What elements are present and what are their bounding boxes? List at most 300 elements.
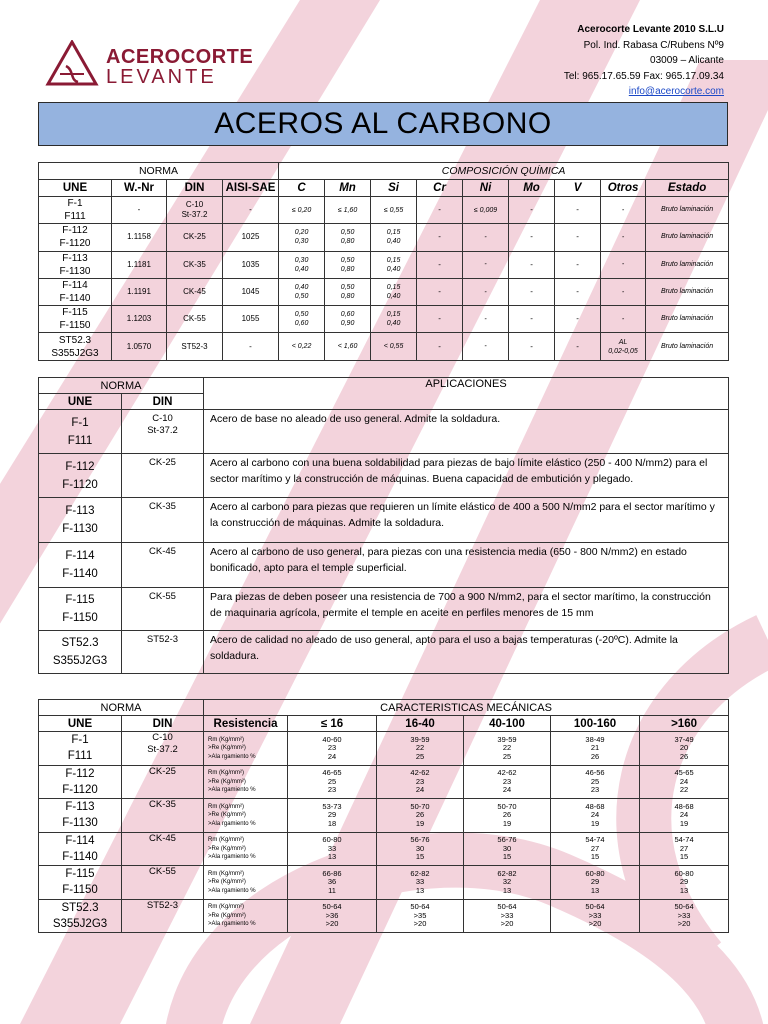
une-line1: F-113: [62, 252, 88, 264]
application-text: Acero de base no aleado de uso general. Admite la soldadura.: [204, 410, 729, 454]
property-value: 38-49: [585, 734, 605, 744]
column-header: 40-100: [464, 716, 551, 732]
ni-cell: ≤ 0,009: [463, 197, 509, 224]
une-line2: F-1130: [62, 817, 98, 830]
property-value: 24: [502, 785, 512, 794]
property-value: 50-64: [674, 902, 694, 911]
property-value: 60-80: [322, 835, 342, 844]
property-value: 37-49: [674, 734, 694, 744]
property-value: 26: [679, 751, 689, 761]
estado-cell: Bruto laminación: [646, 197, 729, 224]
une-cell: [39, 498, 122, 543]
aisi-cell: 1025: [223, 224, 279, 251]
column-header: W.-Nr: [112, 180, 167, 197]
mn-line1: 0,60: [340, 311, 355, 319]
table-row: [39, 251, 729, 278]
din-line1: CK-25: [149, 457, 176, 468]
property-value: >20: [413, 919, 427, 928]
mn-line1: 0,50: [340, 284, 355, 292]
property-label: >Ala rgamiento %: [208, 854, 256, 860]
property-value: 13: [590, 885, 600, 895]
property-value: 25: [415, 751, 425, 761]
property-label: >Re (Kg/mm²): [208, 845, 246, 852]
mo-cell: -: [509, 306, 555, 333]
ni-cell: -: [463, 251, 509, 278]
otros-cell: [601, 251, 646, 278]
aisi-cell: 1055: [223, 306, 279, 333]
property-value: 22: [679, 785, 689, 794]
si-cell: [371, 333, 417, 360]
property-value: 26: [590, 751, 600, 761]
une-line1: F-115: [65, 868, 95, 881]
si-line2: 0,40: [386, 238, 401, 246]
une-line2: F-1140: [59, 293, 91, 305]
din-line1: C-10: [152, 732, 173, 743]
din-line2: St-37.2: [147, 744, 178, 755]
table-row: [39, 588, 729, 631]
une-line2: F111: [64, 211, 86, 223]
c-line2: 0,30: [294, 238, 309, 246]
property-value: 15: [502, 852, 512, 861]
table-row: [39, 333, 729, 360]
mn-line1: 0,50: [340, 229, 355, 237]
une-line1: ST52.3: [61, 901, 99, 914]
otros-line1: AL: [618, 338, 628, 346]
property-value: 50-70: [497, 801, 517, 811]
property-value: 50-64: [585, 902, 605, 911]
property-label: >Ala rgamiento %: [208, 787, 256, 793]
v-cell: -: [555, 197, 601, 224]
property-label: Rm (Kg/mm²): [208, 736, 245, 743]
column-header: UNE: [39, 180, 112, 197]
din-line1: CK-45: [149, 832, 176, 844]
din-line1: CK-25: [149, 765, 176, 777]
property-labels: [204, 765, 288, 799]
property-value: 11: [328, 885, 336, 895]
une-line2: F-1120: [62, 783, 98, 796]
une-cell: [39, 588, 122, 631]
property-value: 45-65: [674, 768, 694, 777]
otros-cell: [601, 306, 646, 333]
property-values: [464, 832, 551, 866]
property-value: 46-56: [585, 768, 605, 777]
otros-cell: [601, 278, 646, 305]
application-text: Para piezas de deben poseer una resistencia de 700 a 900 N/mm2, para el sector marítimo, la construcción de maquinaria agrícola, permite el temple en aceite en perfiles menores de 15 mm: [204, 588, 729, 631]
si-cell: [371, 251, 417, 278]
property-values: [551, 732, 640, 766]
v-cell: -: [555, 224, 601, 251]
table-row: [39, 410, 729, 454]
property-value: 66-86: [322, 868, 342, 878]
property-value: 29: [590, 877, 600, 886]
column-header: Estado: [646, 180, 729, 197]
une-line1: F-112: [62, 225, 88, 237]
mechanical-header: CARACTERISTICAS MECÁNICAS: [204, 700, 729, 716]
din-line2: St-37.2: [181, 210, 208, 220]
une-line1: F-112: [65, 767, 95, 780]
property-value: 30: [415, 843, 425, 853]
une-line2: S355J2G3: [52, 917, 108, 930]
din-cell: [122, 799, 204, 833]
page-title-bar: [38, 102, 728, 146]
property-values: [464, 866, 551, 900]
property-value: 23: [502, 776, 512, 786]
une-line1: ST52.3: [58, 334, 92, 346]
une-line2: S355J2G3: [52, 655, 108, 667]
property-value: 60-80: [585, 868, 605, 878]
si-line2: 0,40: [386, 320, 401, 328]
ni-cell: -: [463, 333, 509, 360]
property-values: [288, 732, 377, 766]
une-line1: F-112: [65, 460, 95, 473]
property-value: 24: [327, 751, 337, 761]
otros-line2: 0,02-0,05: [608, 347, 638, 355]
property-label: Rm (Kg/mm²): [208, 870, 245, 877]
property-values: [551, 866, 640, 900]
property-value: 50-64: [410, 902, 430, 911]
property-values: [464, 799, 551, 833]
property-value: >20: [325, 919, 339, 928]
din-cell: [122, 866, 204, 900]
din-cell: [122, 543, 204, 588]
estado-cell: Bruto laminación: [646, 333, 729, 360]
company-name: Acerocorte Levante 2010 S.L.U: [577, 24, 724, 35]
une-line2: F-1150: [62, 884, 98, 897]
property-value: 26: [415, 810, 425, 819]
estado-cell: Bruto laminación: [646, 306, 729, 333]
property-value: 54-74: [674, 835, 694, 844]
c-line1: 0,50: [294, 311, 309, 319]
property-value: 19: [502, 818, 512, 828]
mn-line1: ≤ 1,60: [337, 206, 358, 214]
property-value: 25: [327, 776, 337, 786]
property-label: >Ala rgamiento %: [208, 887, 256, 894]
property-value: 46-65: [322, 768, 342, 777]
property-labels: [204, 799, 288, 833]
din-line1: C-10: [185, 200, 204, 210]
property-labels: [204, 866, 288, 900]
property-values: [640, 899, 729, 933]
estado-cell: Bruto laminación: [646, 251, 729, 278]
mo-cell: -: [509, 197, 555, 224]
column-header: UNE: [39, 716, 122, 732]
mn-cell: [325, 333, 371, 360]
v-cell: -: [555, 306, 601, 333]
c-line2: 0,60: [294, 320, 309, 328]
property-value: >20: [588, 919, 602, 928]
une-cell: [39, 410, 122, 454]
table-row: [39, 543, 729, 588]
property-value: 19: [590, 818, 600, 828]
property-values: [288, 832, 377, 866]
v-cell: -: [555, 278, 601, 305]
din-line1: CK-35: [183, 259, 206, 269]
property-value: 29: [327, 810, 337, 819]
property-value: 22: [502, 743, 512, 752]
column-header: Ni: [463, 180, 509, 197]
otros-line1: -: [621, 233, 625, 241]
mn-line2: 0,80: [340, 238, 355, 246]
application-text: Acero al carbono de uso general, para piezas con una resistencia media (650 - 800 N/mm2) en estado bonificado, apto para el temple superficial.: [204, 543, 729, 588]
property-values: [377, 866, 464, 900]
din-cell: [167, 333, 223, 360]
si-line1: ≤ 0,55: [383, 206, 404, 214]
table-row: [39, 454, 729, 498]
une-line1: F-115: [65, 594, 95, 606]
norma-header: NORMA: [39, 163, 279, 180]
page-title: ACEROS AL CARBONO: [214, 107, 552, 140]
property-value: 13: [502, 885, 512, 895]
property-value: 13: [679, 885, 689, 895]
wnr-cell: 1.1191: [112, 278, 167, 305]
norma-header: NORMA: [39, 378, 204, 394]
property-labels: [204, 832, 288, 866]
din-cell: [167, 306, 223, 333]
property-value: 20: [679, 743, 689, 752]
ni-cell: -: [463, 306, 509, 333]
une-cell: [39, 765, 122, 799]
property-values: [464, 765, 551, 799]
otros-cell: [601, 197, 646, 224]
din-line2: St-37.2: [147, 425, 178, 436]
property-value: 39-59: [410, 734, 430, 744]
c-cell: [279, 278, 325, 305]
property-values: [640, 765, 729, 799]
une-line1: ST52.3: [61, 637, 99, 649]
cr-cell: -: [417, 306, 463, 333]
property-value: 36: [327, 877, 337, 886]
une-cell: [39, 251, 112, 278]
column-header: 100-160: [551, 716, 640, 732]
application-text: Acero de calidad no aleado de uso general, apto para el uso a bajas temperaturas (-20ºC). Admite la soldadura.: [204, 631, 729, 674]
wnr-cell: 1.1203: [112, 306, 167, 333]
property-value: 30: [502, 843, 512, 853]
din-cell: [167, 197, 223, 224]
property-value: 18: [327, 818, 337, 828]
property-values: [640, 832, 729, 866]
property-value: 39-59: [497, 734, 517, 744]
column-header: >160: [640, 716, 729, 732]
property-label: >Re (Kg/mm²): [208, 912, 246, 919]
property-value: 13: [327, 852, 337, 861]
mn-line1: < 1,60: [337, 343, 358, 351]
mn-cell: [325, 197, 371, 224]
column-header: C: [279, 180, 325, 197]
une-cell: [39, 224, 112, 251]
une-line2: F-1130: [59, 265, 91, 277]
property-value: >36: [325, 910, 339, 920]
si-line1: 0,15: [386, 284, 401, 292]
property-values: [288, 765, 377, 799]
cr-cell: -: [417, 251, 463, 278]
ni-cell: -: [463, 224, 509, 251]
c-cell: [279, 224, 325, 251]
c-line1: 0,30: [294, 256, 309, 264]
property-value: 19: [679, 818, 689, 828]
une-line2: F-1120: [59, 238, 91, 250]
property-values: [288, 799, 377, 833]
column-header: DIN: [122, 394, 204, 410]
une-line1: F-1: [67, 198, 83, 210]
une-line2: F-1140: [62, 850, 98, 863]
property-value: 23: [415, 776, 425, 786]
property-value: 15: [415, 852, 425, 861]
column-header: 16-40: [377, 716, 464, 732]
une-line2: F111: [67, 434, 93, 447]
si-cell: [371, 278, 417, 305]
norma-header: NORMA: [39, 700, 204, 716]
c-line1: < 0,22: [291, 343, 312, 351]
une-line1: F-113: [65, 801, 95, 814]
si-line1: 0,15: [386, 311, 401, 319]
property-value: 24: [679, 810, 689, 819]
property-value: 56-76: [497, 835, 517, 844]
company-address: Pol. Ind. Rabasa C/Rubens Nº9: [583, 39, 724, 51]
une-line2: F-1150: [62, 612, 98, 624]
composition-header: COMPOSICIÓN QUÍMICA: [279, 163, 729, 180]
din-line1: CK-45: [183, 287, 206, 297]
si-line1: 0,15: [386, 256, 401, 264]
si-line1: < 0,55: [383, 343, 404, 351]
table-row: [39, 224, 729, 251]
property-value: 53-73: [322, 801, 342, 811]
property-value: 24: [415, 785, 425, 794]
property-value: 48-68: [585, 801, 605, 811]
une-cell: [39, 543, 122, 588]
column-header: Cr: [417, 180, 463, 197]
property-value: 24: [679, 776, 689, 786]
otros-cell: [601, 333, 646, 360]
property-values: [640, 732, 729, 766]
table-row: [39, 899, 729, 933]
mn-line1: 0,50: [340, 256, 355, 264]
column-header: V: [555, 180, 601, 197]
din-cell: [122, 832, 204, 866]
cr-cell: -: [417, 224, 463, 251]
property-value: >35: [413, 910, 427, 920]
application-text: Acero al carbono para piezas que requieren un límite elástico de 400 a 500 N/mm2 para el sector marítimo y la construcción de máquinas. Admite la soldadura.: [204, 498, 729, 543]
une-cell: [39, 197, 112, 224]
une-cell: [39, 454, 122, 498]
logo-text-sub: LEVANTE: [106, 66, 217, 88]
une-cell: [39, 832, 122, 866]
mo-cell: -: [509, 278, 555, 305]
une-cell: [39, 333, 112, 360]
mechanical-table: [38, 699, 729, 933]
wnr-cell: 1.0570: [112, 333, 167, 360]
si-line2: 0,40: [386, 265, 401, 273]
cr-cell: -: [417, 197, 463, 224]
din-cell: [167, 224, 223, 251]
cr-cell: -: [417, 278, 463, 305]
company-email-link[interactable]: info@acerocorte.com: [628, 86, 724, 97]
table-row: [39, 498, 729, 543]
table-row: [39, 631, 729, 674]
otros-line1: -: [621, 315, 625, 323]
din-cell: [122, 588, 204, 631]
property-values: [288, 899, 377, 933]
une-cell: [39, 306, 112, 333]
property-value: 21: [590, 743, 600, 752]
column-header: Mn: [325, 180, 371, 197]
property-value: 22: [415, 743, 425, 752]
property-values: [640, 799, 729, 833]
property-label: >Re (Kg/mm²): [208, 879, 246, 885]
column-header: Si: [371, 180, 417, 197]
property-value: 15: [590, 852, 600, 861]
property-label: >Re (Kg/mm²): [208, 745, 246, 751]
property-value: 24: [590, 810, 600, 819]
otros-line1: -: [621, 288, 625, 296]
table-row: [39, 832, 729, 866]
property-label: >Ala rgamiento %: [208, 820, 256, 827]
une-line2: F-1150: [59, 320, 91, 332]
estado-cell: Bruto laminación: [646, 278, 729, 305]
si-line2: 0,40: [386, 293, 401, 301]
property-value: 15: [679, 852, 689, 861]
si-line1: 0,15: [386, 229, 401, 237]
une-line1: F-115: [62, 307, 88, 319]
din-cell: [167, 278, 223, 305]
property-value: 60-80: [674, 868, 694, 878]
property-value: 62-82: [410, 868, 430, 878]
c-cell: [279, 251, 325, 278]
property-value: 50-64: [497, 902, 517, 911]
une-cell: [39, 631, 122, 674]
property-value: 27: [590, 843, 600, 853]
property-values: [464, 732, 551, 766]
une-line1: F-114: [65, 550, 95, 562]
din-line1: CK-55: [149, 591, 176, 602]
property-value: >33: [677, 910, 691, 920]
din-line1: ST52-3: [146, 899, 179, 911]
wnr-cell: 1.1181: [112, 251, 167, 278]
property-value: 23: [327, 743, 337, 752]
une-cell: [39, 899, 122, 933]
din-line1: ST52-3: [181, 341, 208, 351]
v-cell: -: [555, 333, 601, 360]
din-cell: [167, 251, 223, 278]
une-line1: F-114: [65, 834, 95, 847]
property-labels: [204, 732, 288, 766]
column-header: Mo: [509, 180, 555, 197]
une-line1: F-114: [62, 280, 88, 292]
une-line2: F-1140: [62, 568, 98, 580]
property-value: >33: [588, 910, 602, 920]
aisi-cell: -: [223, 333, 279, 360]
aisi-cell: 1035: [223, 251, 279, 278]
property-value: 25: [590, 776, 600, 786]
column-header: Resistencia: [204, 716, 288, 732]
une-line2: F111: [67, 750, 93, 763]
applications-header: APLICACIONES: [204, 378, 729, 410]
property-values: [288, 866, 377, 900]
company-info: [484, 22, 724, 100]
column-header: DIN: [167, 180, 223, 197]
table-row: [39, 197, 729, 224]
property-label: Rm (Kg/mm²): [208, 803, 245, 810]
company-phone: Tel: 965.17.65.59 Fax: 965.17.09.34: [563, 70, 724, 82]
property-values: [377, 899, 464, 933]
si-cell: [371, 197, 417, 224]
property-values: [377, 832, 464, 866]
une-line2: S355J2G3: [51, 347, 99, 359]
property-value: 48-68: [674, 801, 694, 811]
property-value: >20: [677, 919, 691, 928]
property-values: [377, 799, 464, 833]
din-cell: [122, 631, 204, 674]
otros-cell: [601, 224, 646, 251]
